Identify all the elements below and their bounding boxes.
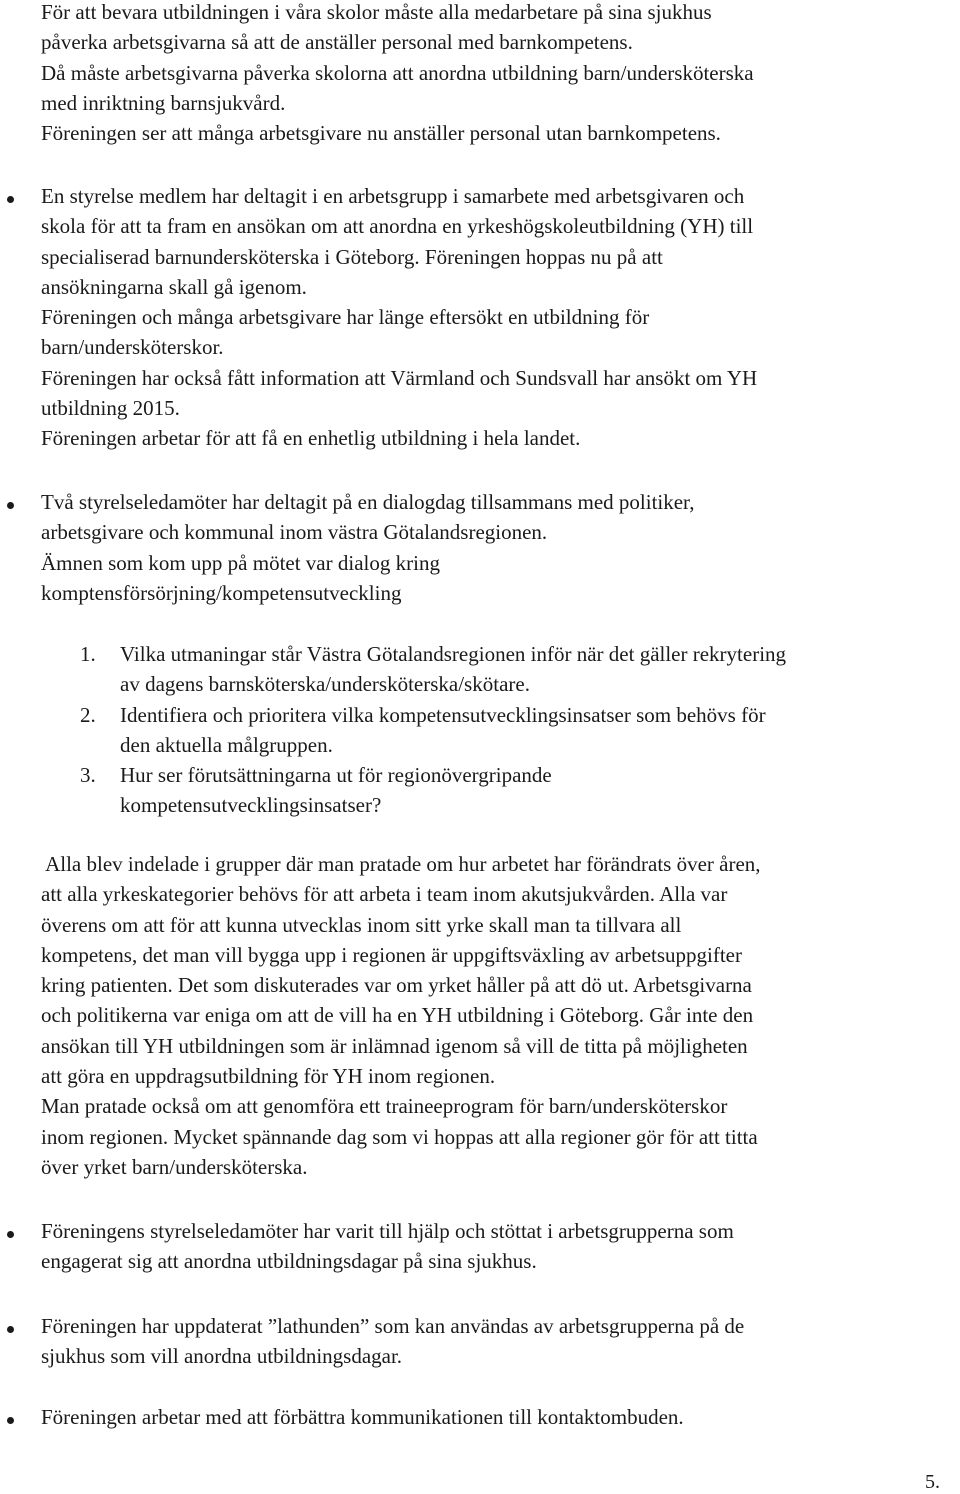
item-text [120, 700, 960, 761]
bullet1-line: specialiserad barnundersköterska i Göteborg. Föreningen hoppas nu på att [41, 244, 663, 269]
summary-line: över yrket barn/undersköterska. [41, 1154, 308, 1179]
item-line: den aktuella målgruppen. [120, 733, 333, 758]
intro-line: påverka arbetsgivarna så att de anställer personal med barnkompetens. [41, 30, 633, 55]
summary-line: Man pratade också om att genomföra ett traineeprogram för barn/undersköterskor [41, 1094, 728, 1119]
bullet1-line: Föreningen och många arbetsgivare har länge eftersökt en utbildning för [41, 305, 650, 330]
bullet-icon [7, 1231, 14, 1238]
bullet-icon [7, 1326, 14, 1333]
item-number: 2. [80, 703, 96, 727]
bullet1-line: utbildning 2015. [41, 396, 180, 421]
item-line: av dagens barnsköterska/undersköterska/skötare. [120, 672, 530, 697]
summary-line: kring patienten. Det som diskuterades var om yrket håller på att dö ut. Arbetsgivarna [41, 973, 752, 998]
bullet4-line: sjukhus som vill anordna utbildningsdagar. [41, 1344, 403, 1369]
summary-line: att alla yrkeskategorier behövs för att arbeta i team inom akutsjukvården. Alla var [41, 882, 728, 907]
item-line: kompetensutvecklingsinsatser? [120, 793, 382, 818]
bullet-icon [7, 196, 14, 203]
bullet-icon [7, 502, 14, 509]
bullet-paragraph-dialogue-day [41, 487, 960, 608]
intro-line: med inriktning barnsjukvård. [41, 90, 286, 115]
bullet3-line: engagerat sig att anordna utbildningsdagar på sina sjukhus. [41, 1249, 537, 1274]
summary-line: kompetens, det man vill bygga upp i regionen är uppgiftsväxling av arbetsuppgifter [41, 942, 742, 967]
summary-line: ansökan till YH utbildningen som är inlämnad igenom så vill de titta på möjligheten [41, 1033, 748, 1058]
bullet2-line: arbetsgivare och kommunal inom västra Götalandsregionen. [41, 520, 548, 545]
item-line: Identifiera och prioritera vilka kompetensutvecklingsinsatser som behövs för [120, 703, 766, 727]
bullet2-line: Ämnen som kom upp på mötet var dialog kring [41, 550, 440, 575]
item-text [120, 639, 960, 700]
summary-line: Alla blev indelade i grupper där man pratade om hur arbetet har förändrats över åren, [41, 852, 761, 876]
intro-line: För att bevara utbildningen i våra skolor måste alla medarbetare på sina sjukhus [41, 0, 712, 24]
item-number: 1. [80, 642, 96, 666]
bullet-paragraph-board-support [41, 1216, 960, 1277]
item-line: Vilka utmaningar står Västra Götalandsregionen inför när det gäller rekrytering [120, 642, 787, 666]
bullet1-line: barn/undersköterskor. [41, 335, 224, 360]
bullet1-line: skola för att ta fram en ansökan om att anordna en yrkeshögskoleutbildning (YH) till [41, 214, 754, 239]
intro-paragraph [41, 0, 960, 148]
intro-line: Föreningen ser att många arbetsgivare nu anställer personal utan barnkompetens. [41, 121, 721, 146]
summary-paragraph [41, 849, 960, 1182]
item-line: Hur ser förutsättningarna ut för regionövergripande [120, 763, 552, 787]
bullet2-line: Två styrelseledamöter har deltagit på en dialogdag tillsammans med politiker, [41, 490, 695, 514]
bullet1-line: Föreningen arbetar för att få en enhetlig utbildning i hela landet. [41, 426, 581, 451]
bullet-paragraph-lathund [41, 1311, 960, 1372]
summary-line: att göra en uppdragsutbildning för YH inom regionen. [41, 1064, 496, 1089]
summary-line: och politikerna var eniga om att de vill ha en YH utbildning i Göteborg. Går inte den [41, 1003, 754, 1028]
bullet1-line: Föreningen har också fått information att Värmland och Sundsvall har ansökt om YH [41, 365, 758, 390]
bullet2-line: komptensförsörjning/kompetensutveckling [41, 580, 402, 605]
summary-line: överens om att för att kunna utvecklas inom sitt yrke skall man ta tillvara all [41, 912, 682, 937]
bullet4-line: Föreningen har uppdaterat ”lathunden” som kan användas av arbetsgrupperna på de [41, 1314, 745, 1338]
bullet-icon [7, 1417, 14, 1424]
bullet-paragraph-yh-application [41, 181, 960, 454]
bullet1-line: ansökningarna skall gå igenom. [41, 274, 307, 299]
bullet1-line: En styrelse medlem har deltagit i en arbetsgrupp i samarbete med arbetsgivaren och [41, 184, 745, 208]
summary-line: inom regionen. Mycket spännande dag som vi hoppas att alla regioner gör för att titta [41, 1124, 758, 1149]
page-number: 5. [925, 1471, 940, 1493]
bullet3-line: Föreningens styrelseledamöter har varit till hjälp och stöttat i arbetsgrupperna som [41, 1219, 734, 1243]
bullet-paragraph-communication [41, 1402, 960, 1432]
bullet5-line: Föreningen arbetar med att förbättra kommunikationen till kontaktombuden. [41, 1405, 684, 1429]
item-text [120, 760, 960, 821]
intro-line: Då måste arbetsgivarna påverka skolorna att anordna utbildning barn/undersköterska [41, 60, 754, 85]
item-number: 3. [80, 763, 96, 787]
